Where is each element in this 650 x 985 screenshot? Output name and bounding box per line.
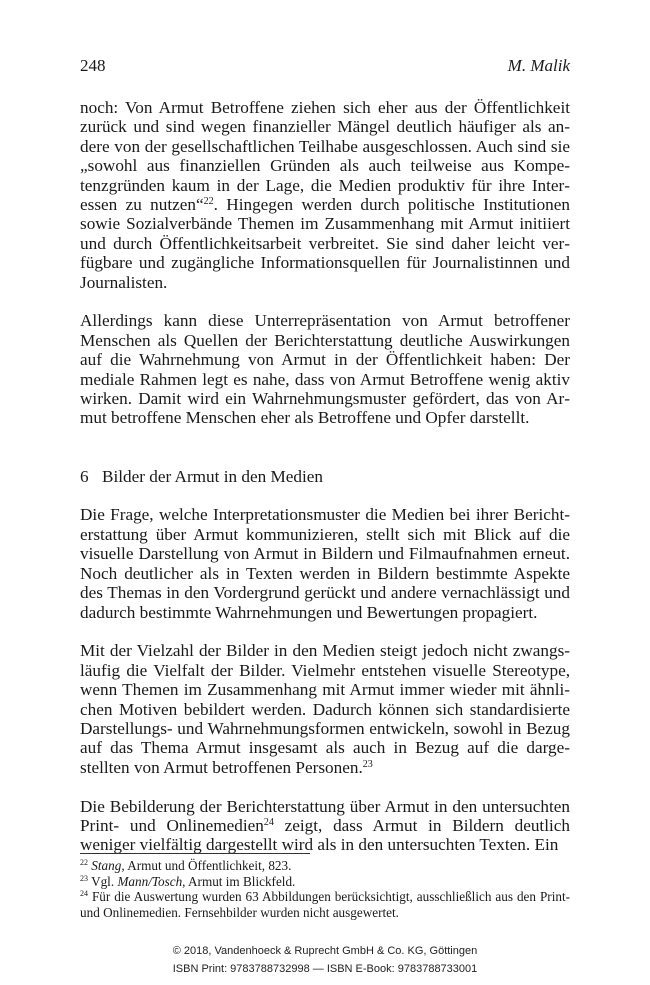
footnote-text: , Armut und Öffentlichkeit, 823.: [121, 858, 292, 873]
paragraph-1-text-b: . Hingegen werden durch politische Institutionen sowie Sozialverbände Themen im Zusammenhang mit Armut initiiert und durch Öffentlichkeitsarbeit verbreitet. Sie sind daher leicht verfügbare und zugängliche Informationsquellen für Journalistinnen und Journalisten.: [80, 195, 570, 292]
section-title: Bilder der Armut in den Medien: [102, 466, 324, 486]
footnote-author: Stang: [91, 858, 122, 873]
copyright-line: © 2018, Vandenhoeck & Ruprecht GmbH & Co. KG, Göttingen: [172, 945, 478, 957]
paragraph-4-text: Mit der Vielzahl der Bilder in den Medien steigt jedoch nicht zwangsläufig die Vielfalt der Bilder. Vielmehr entstehen visuelle Stereotype, wenn Themen im Zusammenhang mit Armut immer wieder mit ähnlichen Motiven bebildert werden. Dadurch können sich standardisierte Darstellungs- und Wahrnehmungsformen entwickeln, sowohl in Bezug auf das Thema Armut insgesamt als auch in Bezug auf die dargestellten von Armut betroffenen Personen.: [80, 641, 570, 777]
paragraph-1-text-a: noch: Von Armut Betroffene ziehen sich eher aus der Öffentlichkeit zurück und sind wegen finanzieller Mängel deutlich häufiger als andere von der gesellschaftlichen Teilhabe ausgeschlossen. Auch sind sie „sowohl aus finanziellen Gründen als auch teilweise aus Kompetenzgründen kaum in der Lage, die Medien produktiv für ihre Interessen zu nutzen“: [80, 98, 570, 215]
footnote-ref-24[interactable]: 24: [263, 816, 274, 828]
running-header: [80, 56, 570, 80]
page-number: 248: [80, 56, 106, 75]
section-number: 6: [80, 466, 89, 486]
footnote-23: [80, 874, 570, 890]
running-author: M. Malik: [507, 56, 570, 75]
paragraph-5-text-b: zeigt, dass Armut in Bildern deutlich weniger vielfältig dargestellt wird als in den untersuchten Texten. Ein: [80, 815, 570, 855]
paragraph-3: Die Frage, welche Interpretationsmuster die Medien bei ihrer Berichterstattung über Armut kommunizieren, stellt sich mit Blick auf die visuelle Darstellung von Armut in Bildern und Filmaufnahmen erneut. Noch deutlicher als in Texten werden in Bildern bestimmte Aspekte des Themas in den Vordergrund gerückt und andere vernachlässigt und dadurch bestimmte Wahrnehmungen und Bewertungen propagiert.: [80, 505, 570, 622]
isbn-line: ISBN Print: 9783788732998 — ISBN E-Book: 9783788733001: [172, 963, 478, 975]
footnote-text: Für die Auswertung wurden 63 Abbildungen berücksichtigt, ausschließlich aus den Print- und Onlinemedien. Fernsehbilder wurden nicht ausgewertet.: [80, 889, 571, 920]
footnote-author: Mann/Tosch: [117, 873, 183, 889]
paragraph-1: [80, 98, 570, 292]
section-heading: [80, 467, 570, 486]
footnote-24: [80, 889, 570, 920]
paragraph-4: [80, 641, 570, 777]
footnote-22: [80, 858, 570, 874]
footnote-text: , Armut im Blickfeld.: [182, 873, 296, 889]
footnote-number: 22: [80, 858, 88, 867]
footnotes: [80, 858, 570, 920]
footnote-prefix: Vgl.: [91, 873, 118, 889]
body-text: [80, 98, 570, 874]
paragraph-5: [80, 797, 570, 855]
paragraph-5-text-a: Die Bebilderung der Berichterstattung über Armut in den untersuchten Print- und Onlinemedien: [80, 796, 570, 835]
footnote-ref-23[interactable]: 23: [362, 758, 373, 770]
footnote-number: 23: [80, 873, 88, 883]
paragraph-2: Allerdings kann diese Unterrepräsentation von Armut betroffener Menschen als Quellen der Berichterstattung deutliche Auswirkungen auf die Wahrnehmung von Armut in der Öffentlichkeit haben: Der mediale Rahmen legt es nahe, dass von Armut Betroffene wenig aktiv wirken. Damit wird ein Wahrnehmungsmuster gefördert, das von Armut betroffene Menschen eher als Betroffene und Opfer darstellt.: [80, 311, 570, 428]
footnote-number: 24: [80, 889, 88, 899]
footnote-ref-22[interactable]: 22: [203, 196, 214, 208]
copyright-footer: [80, 942, 570, 978]
footnote-divider: [80, 853, 310, 854]
section-spacer: [80, 447, 570, 466]
